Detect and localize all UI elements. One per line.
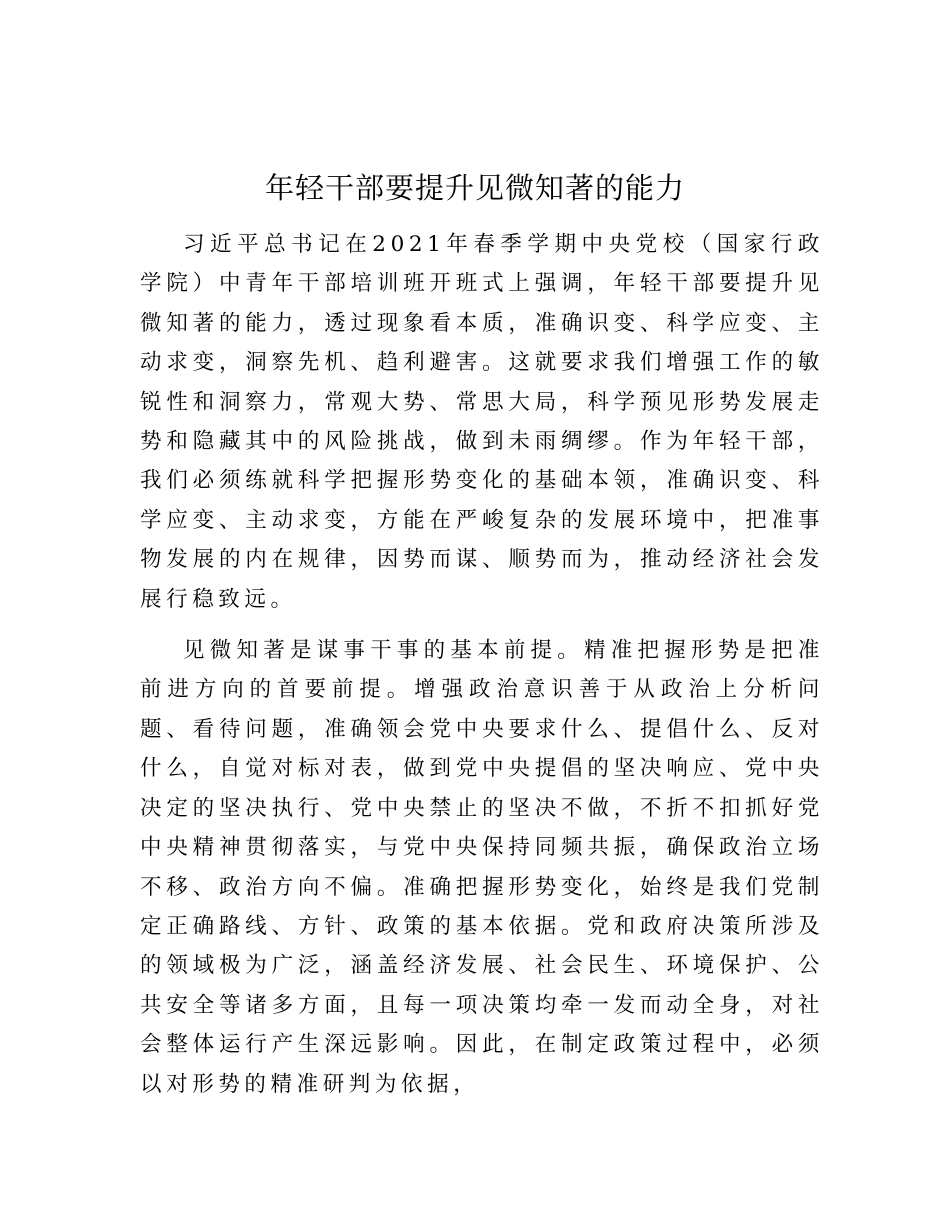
document-body xyxy=(140,225,824,1116)
paragraph-1: 习近平总书记在2021年春季学期中央党校（国家行政学院）中青年干部培训班开班式上强调，年轻干部要提升见微知著的能力，透过现象看本质，准确识变、科学应变、主动求变，洞察先机、趋利避害。这就要求我们增强工作的敏锐性和洞察力，常观大势、常思大局，科学预见形势发展走势和隐藏其中的风险挑战，做到未雨绸缪。作为年轻干部，我们必须练就科学把握形势变化的基础本领，准确识变、科学应变、主动求变，方能在严峻复杂的发展环境中，把准事物发展的内在规律，因势而谋、顺势而为，推动经济社会发展行稳致远。 xyxy=(140,232,824,612)
document-title: 年轻干部要提升见微知著的能力 xyxy=(264,171,685,205)
paragraph-2: 见微知著是谋事干事的基本前提。精准把握形势是把准前进方向的首要前提。增强政治意识善于从政治上分析问题、看待问题，准确领会党中央要求什么、提倡什么、反对什么，自觉对标对表，做到党中央提倡的坚决响应、党中央决定的坚决执行、党中央禁止的坚决不做，不折不扣抓好党中央精神贯彻落实，与党中央保持同频共振，确保政治立场不移、政治方向不偏。准确把握形势变化，始终是我们党制定正确路线、方针、政策的基本依据。党和政府决策所涉及的领域极为广泛，涵盖经济发展、社会民生、环境保护、公共安全等诸多方面，且每一项决策均牵一发而动全身，对社会整体运行产生深远影响。因此，在制定政策过程中，必须以对形势的精准研判为依据， xyxy=(140,638,824,1097)
